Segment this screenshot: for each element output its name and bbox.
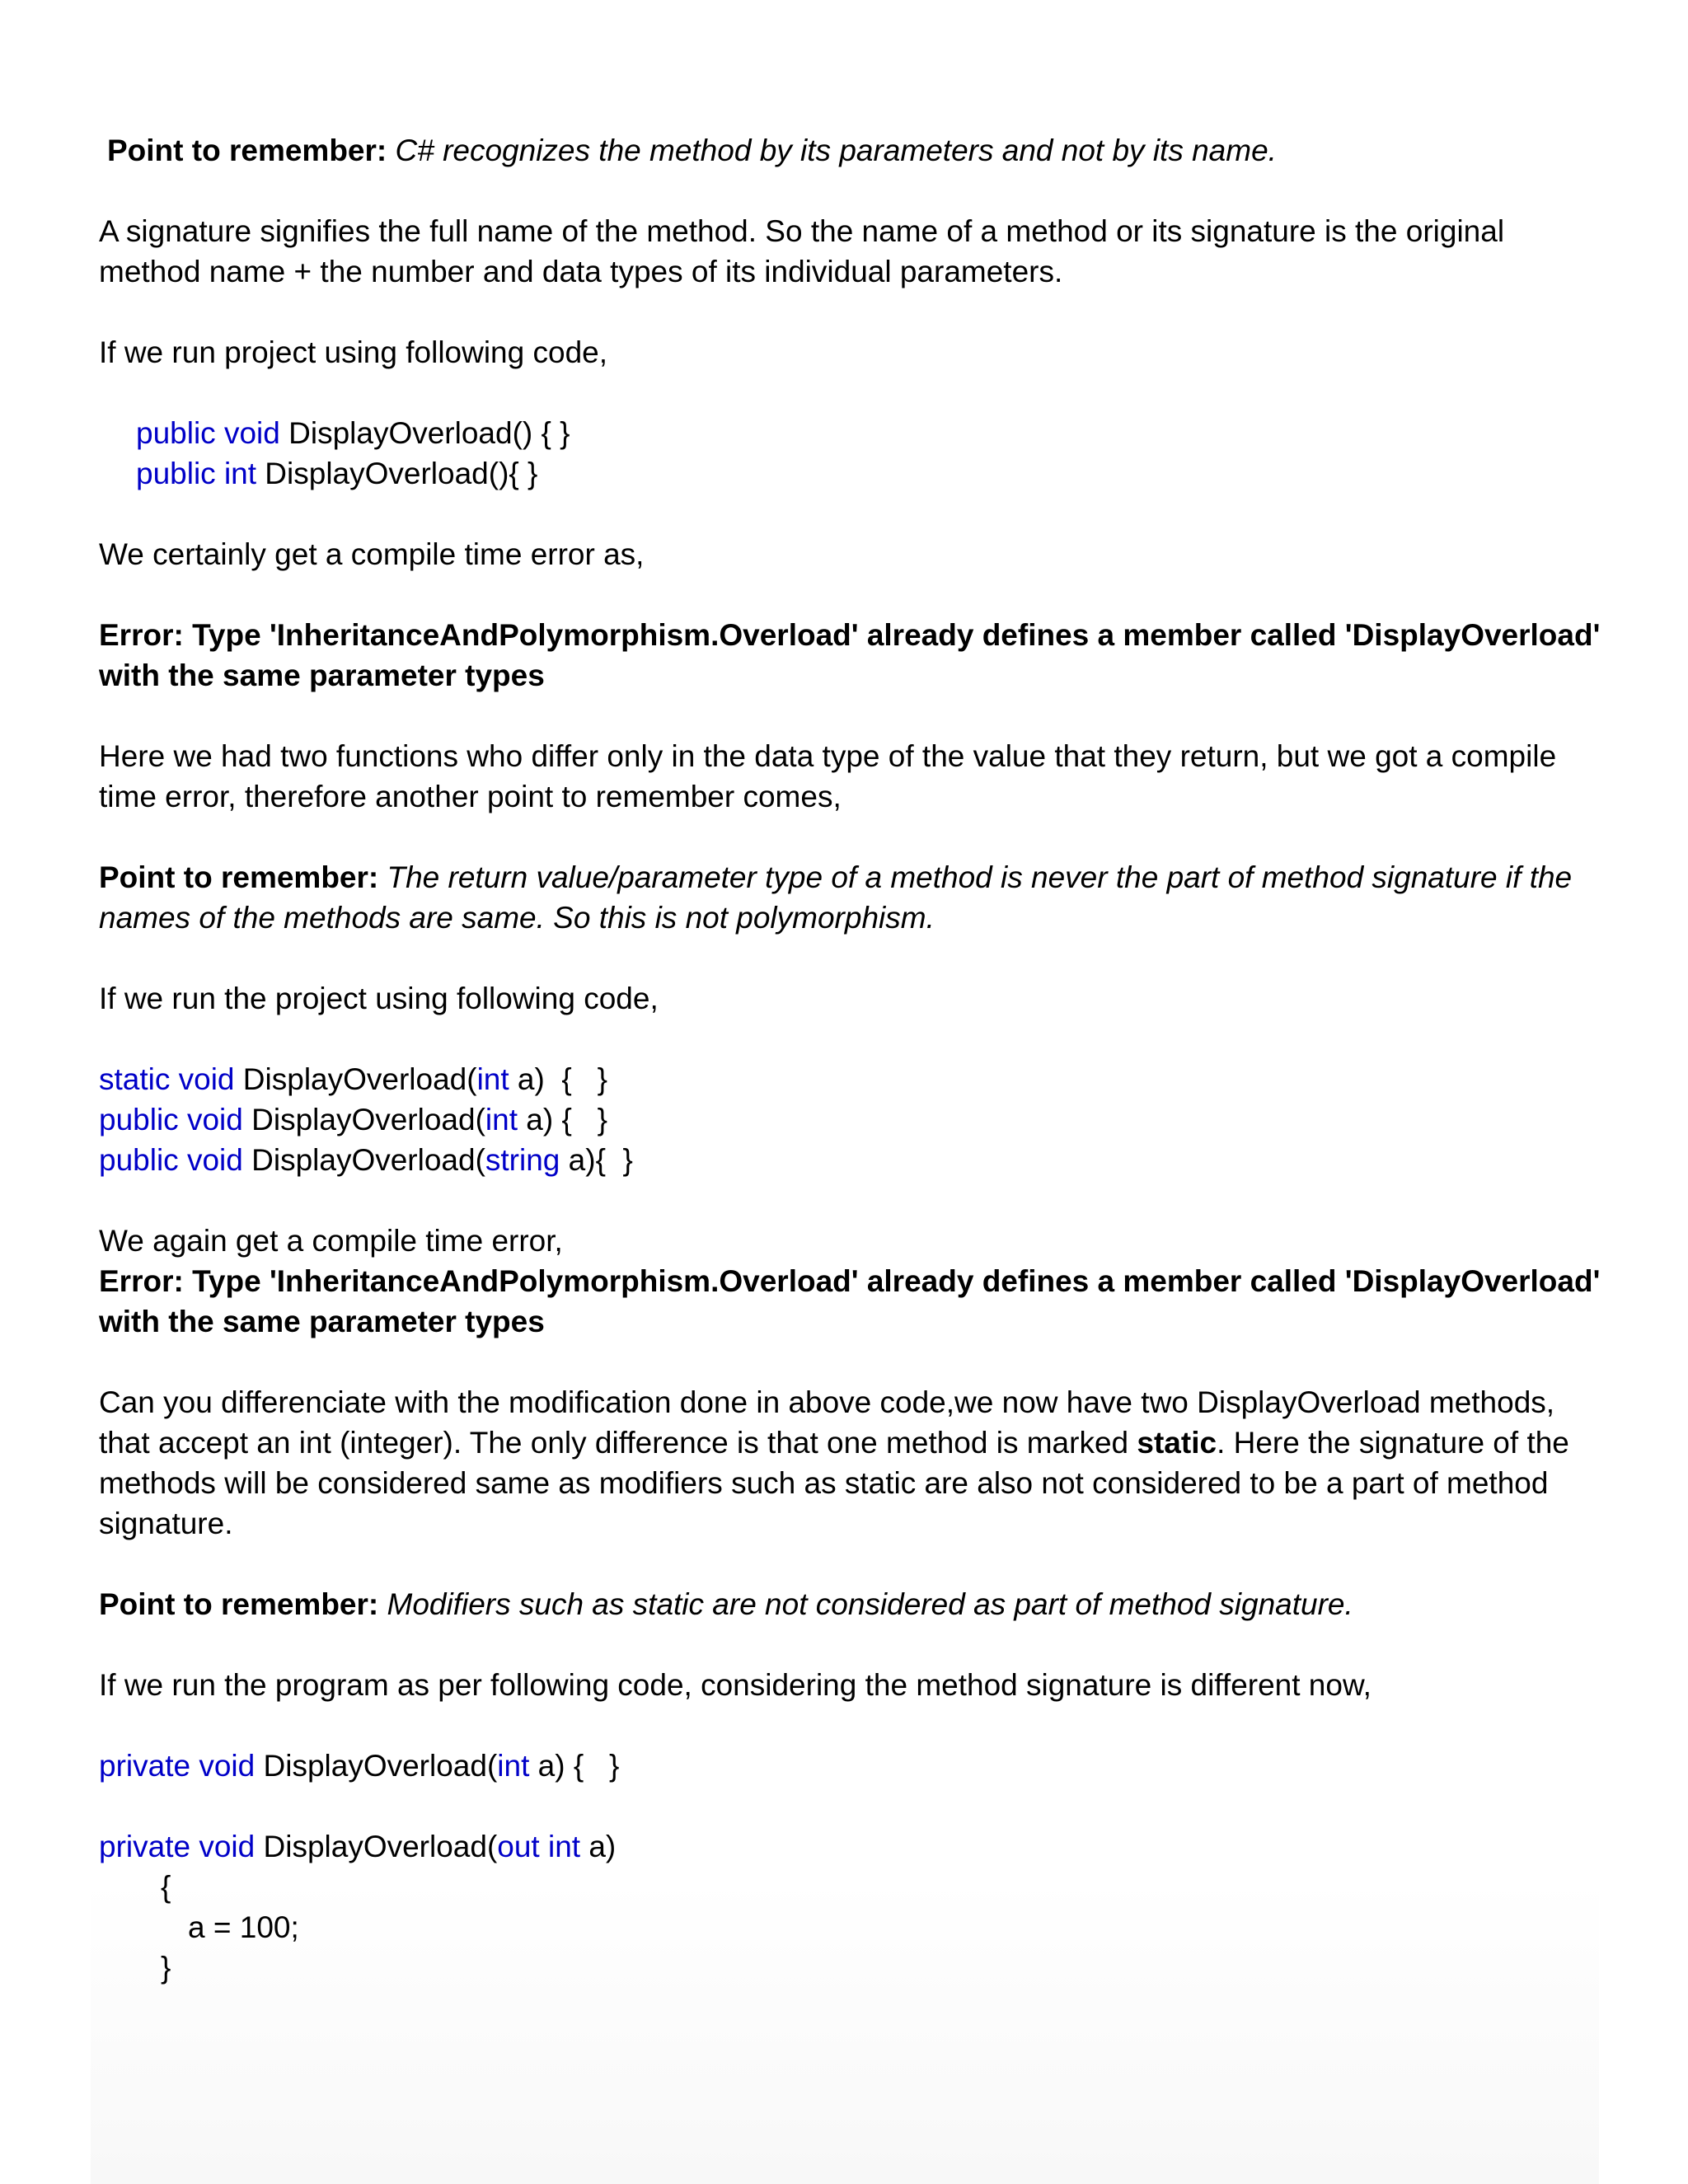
error-message-1-line-1: Error: Type 'InheritanceAndPolymorphism.Overload' already defines a member called 'DisplayOverload' bbox=[99, 618, 1601, 652]
paragraph-3-line-3: methods will be considered same as modifiers such as static are also not considered to be a part of method bbox=[99, 1466, 1549, 1500]
paragraph-2-line-1: Here we had two functions who differ only in the data type of the value that they return, but we got a compile bbox=[99, 739, 1557, 773]
point-label: Point to remember: bbox=[107, 134, 387, 167]
code-block-2-line-1 bbox=[99, 1059, 1591, 1099]
point-text: C# recognizes the method by its parameters and not by its name. bbox=[395, 134, 1277, 167]
keyword: string bbox=[485, 1143, 560, 1177]
paragraph-3-line-1: Can you differenciate with the modification done in above code,we now have two DisplayOverload methods, bbox=[99, 1385, 1555, 1419]
code-block-1-line-2 bbox=[99, 453, 1591, 494]
code-block-3-line-1 bbox=[99, 1746, 1591, 1786]
paragraph-1-line-2: method name + the number and data types of its individual parameters. bbox=[99, 255, 1063, 288]
code-intro-2: If we run the project using following code, bbox=[99, 982, 659, 1015]
code-text: a) { } bbox=[517, 1103, 607, 1137]
emphasis-static: static bbox=[1137, 1426, 1217, 1460]
code-block-2-line-3 bbox=[99, 1140, 1591, 1180]
error-intro-2: We again get a compile time error, bbox=[99, 1224, 563, 1258]
paragraph-1-line-1: A signature signifies the full name of the method. So the name of a method or its signature is the original bbox=[99, 214, 1505, 248]
keyword: int bbox=[485, 1103, 518, 1137]
keyword: public void bbox=[99, 1143, 243, 1177]
paragraph-2-line-2: time error, therefore another point to remember comes, bbox=[99, 780, 842, 813]
code-intro-1: If we run project using following code, bbox=[99, 335, 608, 369]
point-text: The return value/parameter type of a method is never the part of method signature if the bbox=[387, 860, 1573, 894]
paragraph-text: that accept an int (integer). The only difference is that one method is marked bbox=[99, 1426, 1137, 1460]
paragraph-text: . Here the signature of the bbox=[1217, 1426, 1569, 1460]
point-label: Point to remember: bbox=[99, 1587, 379, 1621]
code-intro-3: If we run the program as per following code, considering the method signature is different now, bbox=[99, 1668, 1372, 1702]
code-block-1-line-1 bbox=[99, 413, 1591, 453]
paragraph-3-line-2 bbox=[99, 1422, 1591, 1463]
point-text: Modifiers such as static are not considered as part of method signature. bbox=[387, 1587, 1353, 1621]
error-intro-1: We certainly get a compile time error as, bbox=[99, 537, 645, 571]
keyword: public void bbox=[136, 416, 280, 450]
error-message-1-line-2: with the same parameter types bbox=[99, 658, 545, 692]
code-text: DisplayOverload( bbox=[234, 1062, 477, 1096]
code-block-2-line-2 bbox=[99, 1099, 1591, 1140]
code-text: a) { } bbox=[509, 1062, 607, 1096]
code-block-3-brace-close: } bbox=[161, 1951, 171, 1985]
keyword: static void bbox=[99, 1062, 235, 1096]
code-text: DisplayOverload( bbox=[255, 1830, 498, 1863]
keyword: public int bbox=[136, 457, 257, 490]
code-block-3-line-2 bbox=[99, 1826, 1591, 1867]
code-text: DisplayOverload( bbox=[242, 1143, 485, 1177]
keyword: int bbox=[476, 1062, 509, 1096]
code-text: a) bbox=[580, 1830, 617, 1863]
keyword: public void bbox=[99, 1103, 243, 1137]
error-message-2-line-1: Error: Type 'InheritanceAndPolymorphism.Overload' already defines a member called 'DisplayOverload' bbox=[99, 1264, 1601, 1298]
code-text: DisplayOverload(){ } bbox=[256, 457, 538, 490]
point-to-remember-2-line-2: names of the methods are same. So this is not polymorphism. bbox=[99, 901, 935, 935]
point-to-remember-2-line-1 bbox=[99, 857, 1591, 898]
code-block-3-body: a = 100; bbox=[188, 1910, 299, 1944]
error-message-2-line-2: with the same parameter types bbox=[99, 1305, 545, 1338]
code-text: a) { } bbox=[529, 1749, 620, 1783]
document-body bbox=[99, 130, 1601, 1988]
code-text: DisplayOverload( bbox=[255, 1749, 498, 1783]
code-block-3-brace-open: { bbox=[161, 1870, 171, 1904]
keyword: private void bbox=[99, 1749, 256, 1783]
keyword: private void bbox=[99, 1830, 256, 1863]
code-text: DisplayOverload( bbox=[242, 1103, 485, 1137]
code-text: a){ } bbox=[560, 1143, 633, 1177]
point-label: Point to remember: bbox=[99, 860, 379, 894]
paragraph-3-line-4: signature. bbox=[99, 1507, 233, 1540]
keyword: int bbox=[497, 1749, 530, 1783]
code-text: DisplayOverload() { } bbox=[279, 416, 570, 450]
point-to-remember-1 bbox=[99, 130, 1591, 171]
point-to-remember-3 bbox=[99, 1584, 1591, 1624]
keyword: out int bbox=[497, 1830, 581, 1863]
